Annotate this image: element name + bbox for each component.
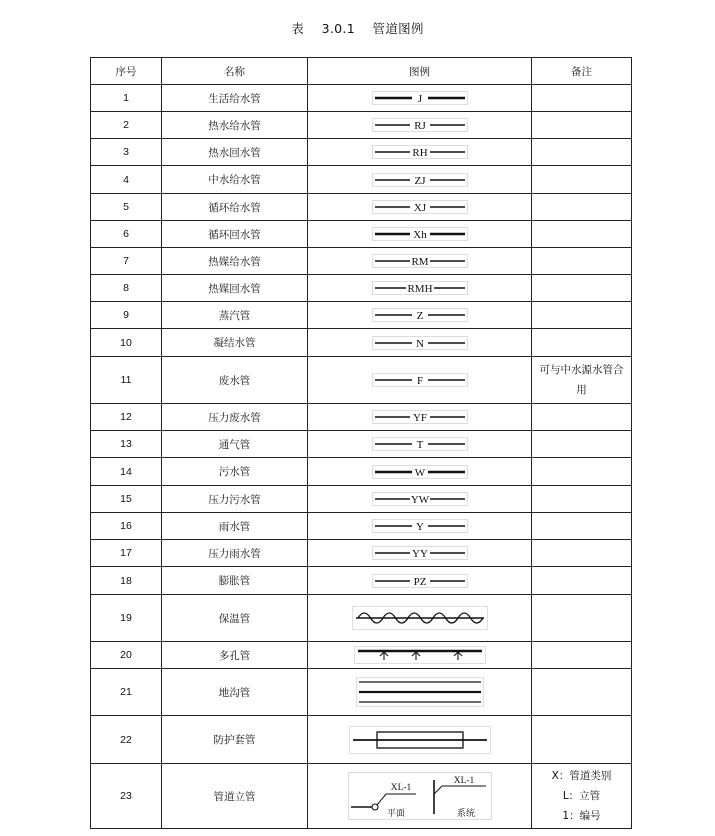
- pipe-code-label: W: [414, 466, 425, 479]
- riser-plan-code: XL-1: [390, 783, 411, 793]
- pipe-figure: [308, 139, 532, 166]
- row-number: 10: [91, 329, 162, 357]
- pipe-name: 凝结水管: [162, 329, 308, 357]
- table-row: [91, 166, 632, 194]
- pipe-figure: [308, 458, 532, 486]
- table-row: [91, 221, 632, 248]
- caption-prefix: 表: [291, 21, 305, 36]
- row-number: 7: [91, 248, 162, 275]
- row-number: 20: [91, 642, 162, 669]
- pipe-note: [532, 431, 632, 458]
- row-number: 1: [91, 85, 162, 112]
- header-no: 序号: [91, 58, 162, 85]
- pipe-symbol-icon: [372, 145, 468, 159]
- note-line: L：立管: [562, 790, 601, 802]
- table-row: [91, 431, 632, 458]
- pipe-name: 生活给水管: [162, 85, 308, 112]
- pipe-name: 污水管: [162, 458, 308, 486]
- pipe-figure: [308, 595, 532, 642]
- table-body: [91, 85, 632, 829]
- row-number: 15: [91, 486, 162, 513]
- pipe-note: [532, 248, 632, 275]
- pipe-note: [532, 716, 632, 764]
- row-number: 8: [91, 275, 162, 302]
- pipe-figure: [308, 513, 532, 540]
- pipe-code-label: F: [416, 375, 423, 387]
- pipe-symbol-icon: [372, 410, 468, 424]
- table-row: [91, 595, 632, 642]
- insulated-pipe-icon: [352, 606, 488, 630]
- note-line: X：管道类别: [551, 770, 612, 782]
- pipe-note: [532, 595, 632, 642]
- row-number: 9: [91, 302, 162, 329]
- table-row: [91, 194, 632, 221]
- pipe-note: [532, 275, 632, 302]
- pipe-name: 压力雨水管: [162, 540, 308, 567]
- riser-plan-label: 平面: [386, 809, 405, 819]
- pipe-name: 蒸汽管: [162, 302, 308, 329]
- caption-title: 管道图例: [372, 21, 424, 36]
- pipe-symbol-icon: [372, 227, 468, 241]
- pipe-code-label: N: [415, 337, 424, 350]
- pipe-name: 废水管: [162, 357, 308, 404]
- caption-number: 3.0.1: [321, 21, 355, 36]
- pipe-figure: [308, 669, 532, 716]
- pipe-note: [532, 540, 632, 567]
- pipe-name: 热水回水管: [162, 139, 308, 166]
- pipe-note: [532, 642, 632, 669]
- pipe-name: 循环回水管: [162, 221, 308, 248]
- table-row: [91, 540, 632, 567]
- pipe-name: 压力污水管: [162, 486, 308, 513]
- pipe-note: [532, 166, 632, 194]
- pipe-figure: [308, 329, 532, 357]
- pipe-name: 防护套管: [162, 716, 308, 764]
- pipe-symbol-icon: [372, 519, 468, 533]
- pipe-name: 循环给水管: [162, 194, 308, 221]
- riser-system-code: XL-1: [453, 776, 474, 786]
- pipe-note: [532, 458, 632, 486]
- pipe-symbol-icon: [372, 118, 468, 132]
- pipe-legend-table: [90, 57, 632, 829]
- row-number: 23: [91, 764, 162, 829]
- pipe-note: [532, 513, 632, 540]
- table-row: [91, 567, 632, 595]
- pipe-symbol-icon: [372, 308, 468, 322]
- pipe-note: [532, 669, 632, 716]
- table-row: [91, 112, 632, 139]
- header-note: 备注: [532, 58, 632, 85]
- pipe-symbol-icon: [372, 173, 468, 187]
- pipe-note: [532, 194, 632, 221]
- header-figure: 图例: [308, 58, 532, 85]
- pipe-symbol-icon: [372, 437, 468, 451]
- pipe-name: 通气管: [162, 431, 308, 458]
- table-row: [91, 404, 632, 431]
- pipe-figure: [308, 764, 532, 829]
- table-row: [91, 669, 632, 716]
- table-row: [91, 329, 632, 357]
- pipe-note: 可与中水源水管合用: [532, 357, 632, 404]
- row-number: 5: [91, 194, 162, 221]
- pipe-symbol-icon: [372, 336, 468, 350]
- pipe-name: 热媒给水管: [162, 248, 308, 275]
- riser-system-label: 系统: [456, 809, 475, 819]
- row-number: 11: [91, 357, 162, 404]
- pipe-symbol-icon: [372, 91, 468, 105]
- pipe-figure: [308, 540, 532, 567]
- pipe-symbol-icon: [372, 200, 468, 214]
- pipe-code-label: RMH: [406, 283, 433, 295]
- row-number: 6: [91, 221, 162, 248]
- pipe-note: [532, 486, 632, 513]
- pipe-figure: [308, 166, 532, 194]
- riser-icon: [348, 772, 492, 820]
- pipe-name: 热水给水管: [162, 112, 308, 139]
- table-row: [91, 357, 632, 404]
- pipe-symbol-icon: [372, 574, 468, 588]
- pipe-symbol-icon: [372, 373, 468, 387]
- pipe-symbol-icon: [372, 465, 468, 479]
- note-line: 1：编号: [562, 810, 601, 822]
- table-row: [91, 642, 632, 669]
- pipe-code-label: RM: [410, 256, 429, 268]
- row-number: 19: [91, 595, 162, 642]
- pipe-code-label: XJ: [413, 202, 426, 214]
- pipe-figure: [308, 567, 532, 595]
- pipe-note: [532, 329, 632, 357]
- pipe-figure: [308, 221, 532, 248]
- table-row: [91, 764, 632, 829]
- pipe-name: 热媒回水管: [162, 275, 308, 302]
- pipe-figure: [308, 302, 532, 329]
- pipe-figure: [308, 112, 532, 139]
- pipe-name: 雨水管: [162, 513, 308, 540]
- row-number: 21: [91, 669, 162, 716]
- pipe-code-label: YW: [410, 494, 429, 506]
- table-row: [91, 248, 632, 275]
- row-number: 4: [91, 166, 162, 194]
- pipe-code-label: ZJ: [414, 174, 425, 187]
- pipe-note: [532, 302, 632, 329]
- pipe-note: [532, 139, 632, 166]
- pipe-note: [532, 85, 632, 112]
- pipe-symbol-icon: [372, 281, 468, 295]
- pipe-figure: [308, 357, 532, 404]
- pipe-code-label: J: [417, 93, 422, 105]
- header-name: 名称: [162, 58, 308, 85]
- row-number: 18: [91, 567, 162, 595]
- pipe-name: 膨胀管: [162, 567, 308, 595]
- perforated-pipe-icon: [354, 646, 486, 664]
- pipe-figure: [308, 716, 532, 764]
- table-row: [91, 486, 632, 513]
- pipe-name: 管道立管: [162, 764, 308, 829]
- row-number: 3: [91, 139, 162, 166]
- pipe-symbol-icon: [372, 254, 468, 268]
- pipe-figure: [308, 275, 532, 302]
- table-row: [91, 139, 632, 166]
- row-number: 13: [91, 431, 162, 458]
- pipe-note: [532, 764, 632, 829]
- pipe-figure: [308, 85, 532, 112]
- pipe-code-label: Xh: [412, 229, 427, 241]
- table-header-row: [91, 58, 632, 85]
- pipe-name: 多孔管: [162, 642, 308, 669]
- trench-pipe-icon: [356, 677, 484, 707]
- pipe-figure: [308, 642, 532, 669]
- pipe-note: [532, 404, 632, 431]
- table-row: [91, 275, 632, 302]
- row-number: 22: [91, 716, 162, 764]
- pipe-name: 中水给水管: [162, 166, 308, 194]
- pipe-note: [532, 221, 632, 248]
- table-row: [91, 458, 632, 486]
- pipe-figure: [308, 486, 532, 513]
- pipe-name: 保温管: [162, 595, 308, 642]
- pipe-code-label: Z: [416, 310, 423, 322]
- row-number: 14: [91, 458, 162, 486]
- pipe-code-label: RH: [411, 147, 428, 159]
- pipe-code-label: PZ: [413, 575, 426, 588]
- pipe-symbol-icon: [372, 492, 468, 506]
- pipe-name: 压力废水管: [162, 404, 308, 431]
- row-number: 17: [91, 540, 162, 567]
- pipe-code-label: RJ: [413, 120, 426, 132]
- pipe-code-label: Y: [415, 521, 424, 533]
- pipe-note: [532, 112, 632, 139]
- table-caption: [0, 19, 715, 37]
- row-number: 2: [91, 112, 162, 139]
- table-row: [91, 716, 632, 764]
- row-number: 16: [91, 513, 162, 540]
- protective-sleeve-icon: [349, 726, 491, 754]
- table-row: [91, 513, 632, 540]
- pipe-code-label: YF: [412, 412, 427, 424]
- pipe-figure: [308, 431, 532, 458]
- pipe-name: 地沟管: [162, 669, 308, 716]
- pipe-note: [532, 567, 632, 595]
- pipe-code-label: T: [416, 439, 423, 451]
- pipe-figure: [308, 248, 532, 275]
- pipe-symbol-icon: [372, 546, 468, 560]
- pipe-code-label: YY: [411, 548, 428, 560]
- table-row: [91, 85, 632, 112]
- row-number: 12: [91, 404, 162, 431]
- pipe-figure: [308, 404, 532, 431]
- table-row: [91, 302, 632, 329]
- pipe-figure: [308, 194, 532, 221]
